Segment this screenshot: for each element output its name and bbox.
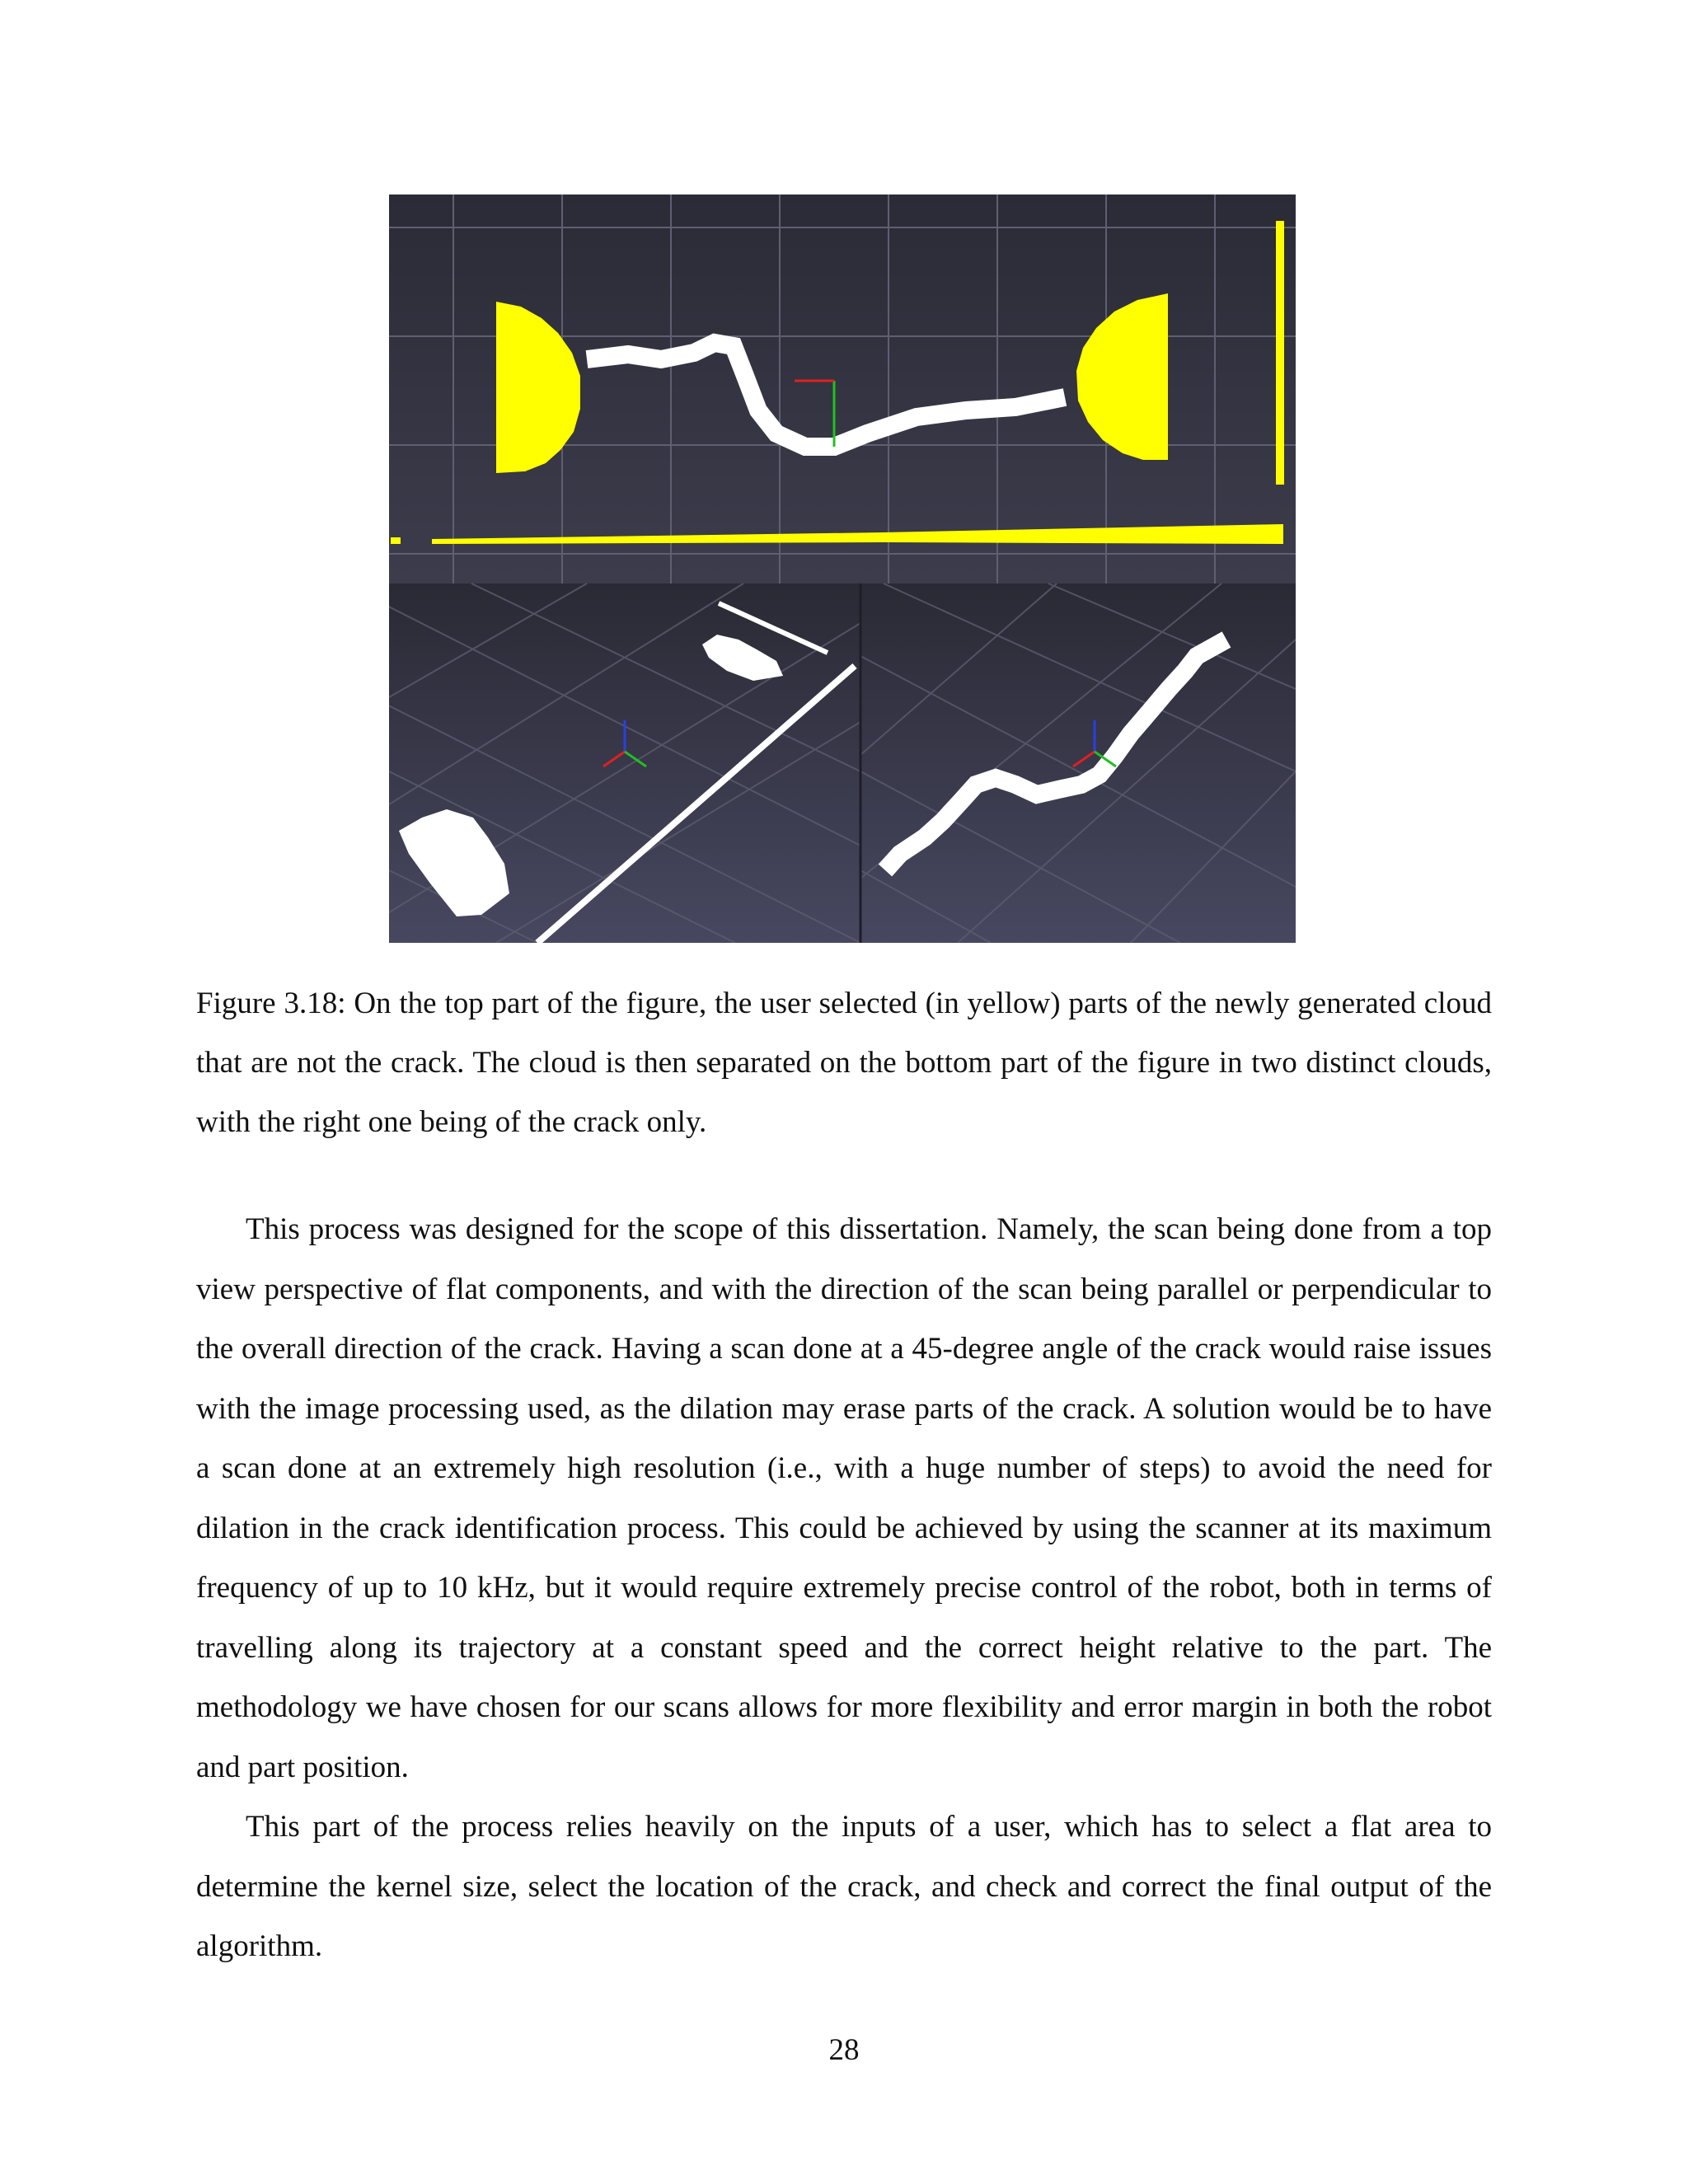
bottom-left-panel [389, 583, 860, 943]
bottom-right-panel [860, 583, 1296, 943]
selection-bottom-left-dot [391, 537, 401, 544]
selection-right-edge-strip [1276, 221, 1284, 485]
figure-caption: Figure 3.18: On the top part of the figure, the user selected (in yellow) parts of the newly generated cloud that are not the crack. The cloud is then separated on the bottom part of the figure in two distinct clouds, with the right one being of the crack only. [196, 987, 1492, 1139]
top-view-panel [389, 194, 1296, 583]
point-cloud-figure [389, 194, 1296, 943]
body-text [196, 1200, 1492, 1977]
page-number: 28 [828, 2033, 860, 2067]
paragraph: This part of the process relies heavily on the inputs of a user, which has to select a flat area to determine the kernel size, select the location of the crack, and check and correct the final output of the algorithm. [196, 1810, 1492, 1963]
figure-3-18 [389, 194, 1296, 943]
paragraph: This process was designed for the scope of this dissertation. Namely, the scan being done from a top view perspective of flat components, and with the direction of the scan being parallel or perpendicular to the overall direction of the crack. Having a scan done at a 45-degree angle of the crack would raise issues with the image processing used, as the dilation may erase parts of the crack. A solution would be to have a scan done at an extremely high resolution (i.e., with a huge number of steps) to avoid the need for dilation in the crack identification process. This could be achieved by using the scanner at its maximum frequency of up to 10 kHz, but it would require extremely precise control of the robot, both in terms of travelling along its trajectory at a constant speed and the correct height relative to the part. The methodology we have chosen for our scans allows for more flexibility and error margin in both the robot and part position. [196, 1212, 1492, 1784]
